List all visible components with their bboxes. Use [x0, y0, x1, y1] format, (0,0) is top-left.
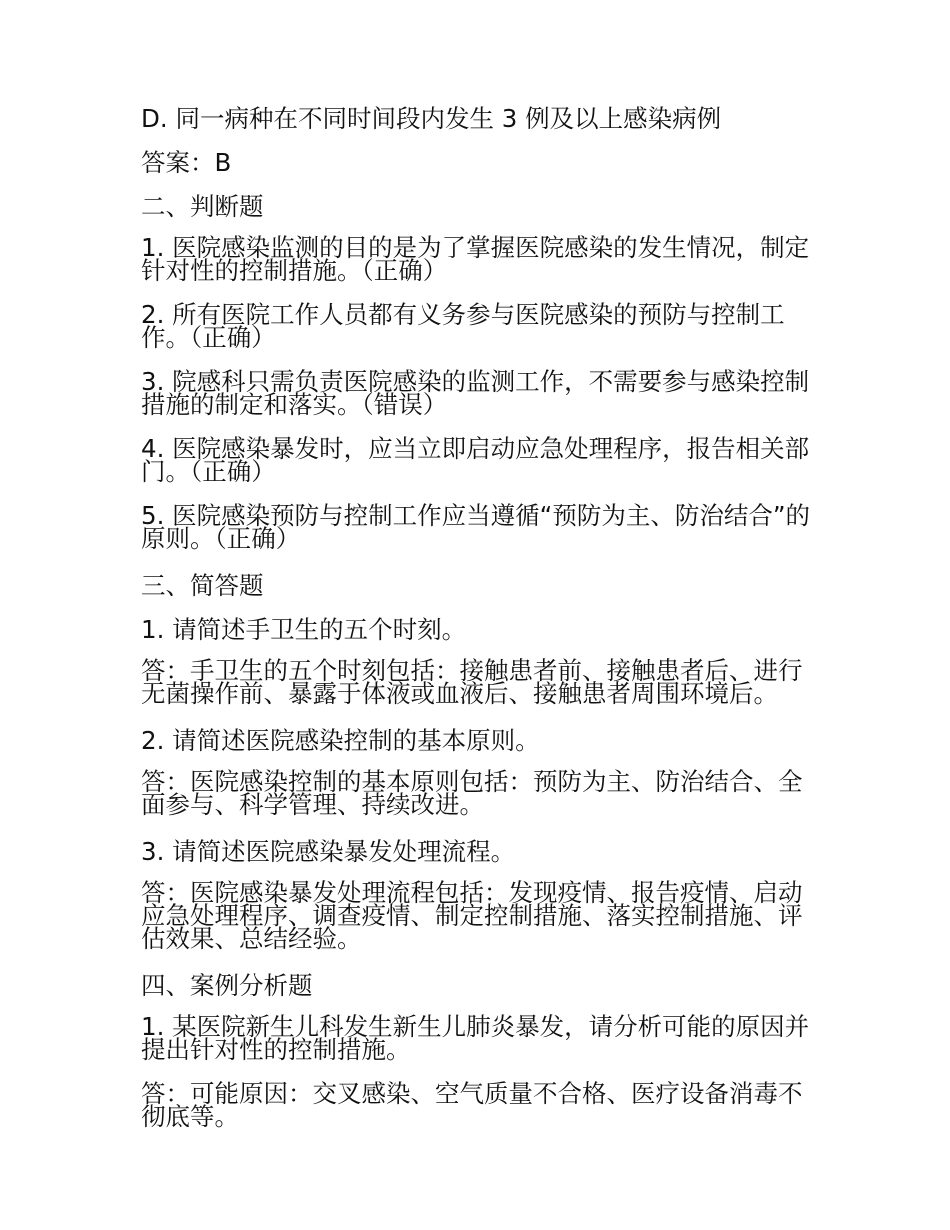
section-title-true-false: 二、判断题 [141, 192, 264, 221]
short-answer-answer-3: 答：医院感染暴发处理流程包括：发现疫情、报告疫情、启动应急处理程序、调查疫情、制定控制措施、落实控制措施、评估效果、总结经验。 [141, 878, 803, 953]
short-answer-answer-1: 答：手卫生的五个时刻包括：接触患者前、接触患者后、进行无菌操作前、暴露于体液或血液后、接触患者周围环境后。 [141, 656, 803, 708]
section-title-case-analysis: 四、案例分析题 [141, 971, 313, 1000]
short-answer-question-2: 2. 请简述医院感染控制的基本原则。 [141, 726, 540, 755]
short-answer-question-1: 1. 请简述手卫生的五个时刻。 [141, 615, 467, 644]
option-d: D. 同一病种在不同时间段内发生 3 例及以上感染病例 [141, 104, 722, 133]
section-title-short-answer: 三、简答题 [141, 571, 264, 600]
document-page [141, 104, 813, 1149]
short-answer-answer-2: 答：医院感染控制的基本原则包括：预防为主、防治结合、全面参与、科学管理、持续改进。 [141, 767, 803, 819]
case-question-1: 1. 某医院新生儿科发生新生儿肺炎暴发，请分析可能的原因并提出针对性的控制措施。 [141, 1012, 810, 1064]
tf-item-4: 4. 医院感染暴发时，应当立即启动应急处理程序，报告相关部门。（正确） [141, 434, 810, 486]
tf-item-1: 1. 医院感染监测的目的是为了掌握医院感染的发生情况，制定针对性的控制措施。（正确） [141, 233, 810, 285]
answer-line: 答案：B [141, 148, 232, 177]
tf-item-5: 5. 医院感染预防与控制工作应当遵循“预防为主、防治结合”的原则。（正确） [141, 501, 811, 553]
tf-item-3: 3. 院感科只需负责医院感染的监测工作，不需要参与感染控制措施的制定和落实。（错误） [141, 367, 810, 419]
tf-item-2: 2. 所有医院工作人员都有义务参与医院感染的预防与控制工作。（正确） [141, 300, 785, 352]
case-answer-1: 答：可能原因：交叉感染、空气质量不合格、医疗设备消毒不彻底等。 [141, 1079, 803, 1131]
short-answer-question-3: 3. 请简述医院感染暴发处理流程。 [141, 837, 516, 866]
